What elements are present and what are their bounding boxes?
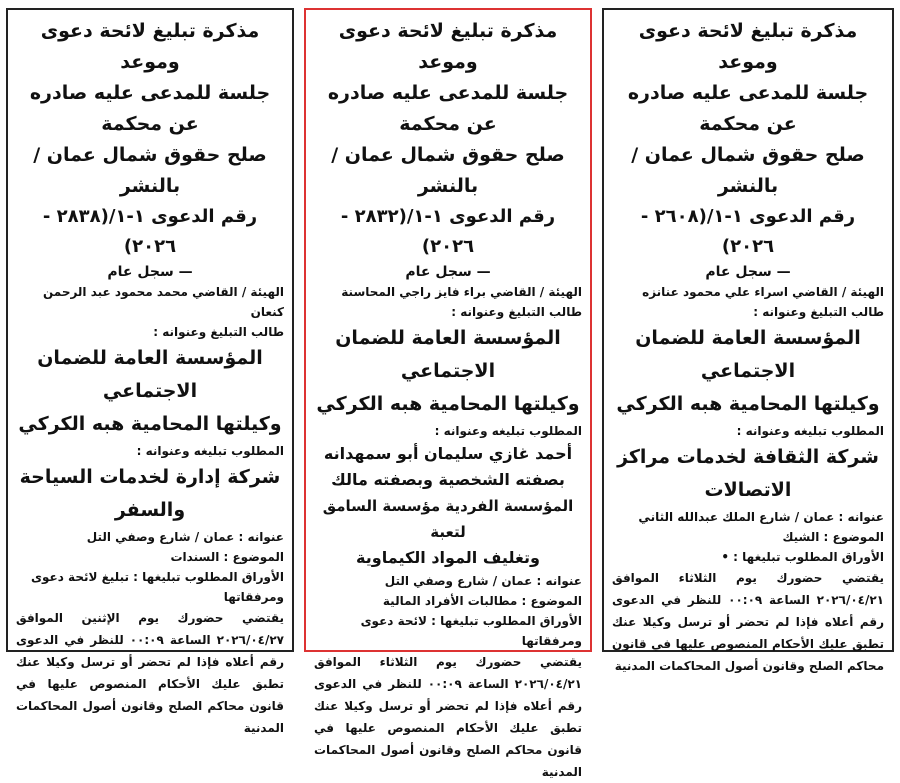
target-name: شركة إدارة لخدمات السياحة xyxy=(19,466,281,488)
requester-agent: وكيلتها المحامية هبه الكركي xyxy=(616,393,880,415)
register: — سجل عام xyxy=(405,264,491,280)
panel: الهيئة / القاضي براء فايز راجي المحاسنة xyxy=(341,285,582,299)
address: عنوانه : عمان / شارع وصفي التل xyxy=(384,574,582,588)
requester-name: المؤسسة العامة للضمان الاجتماعي xyxy=(335,327,561,382)
requester-agent: وكيلتها المحامية هبه الكركي xyxy=(316,393,580,415)
notice-body: يقتضي حضورك يوم الثلاثاء الموافق ٢٠٢٦/٠٤/٢١ الساعة ٠٠:٠٩ للنظر في الدعوى رقم أعلاه فإذا لم تحضر أو ترسل وكيلا عنك تطبق عليك الأحكام المنصوص عليها في قانون محاكم الصلح وقانون أصول المحاكمات المدنية xyxy=(314,655,582,779)
requester-label: طالب التبليغ وعنوانه : xyxy=(753,305,884,319)
requester-name: المؤسسة العامة للضمان الاجتماعي xyxy=(635,327,861,382)
target-name: أحمد غازي سليمان أبو سمهدانه xyxy=(323,444,573,463)
notice-title-line: مذكرة تبليغ لائحة دعوى وموعد xyxy=(338,20,558,73)
papers: الأوراق المطلوب تبليغها : • xyxy=(721,550,884,564)
address: عنوانه : عمان / شارع وصفي التل xyxy=(86,530,284,544)
notice-body: يقتضي حضورك يوم الثلاثاء الموافق ٢٠٢٦/٠٤/٢١ الساعة ٠٠:٠٩ للنظر في الدعوى رقم أعلاه فإذا لم تحضر أو ترسل وكيلا عنك تطبق عليك الأحكام المنصوص عليها في قانون محاكم الصلح وقانون أصول المحاكمات المدنية xyxy=(612,571,884,673)
register: — سجل عام xyxy=(107,264,193,280)
notice-body: يقتضي حضورك يوم الإثنين الموافق ٢٠٢٦/٠٤/٢٧ الساعة ٠٠:٠٩ للنظر في الدعوى رقم أعلاه فإذا لم تحضر أو ترسل وكيلا عنك تطبق عليك الأحكام المنصوص عليها في قانون محاكم الصلح وقانون أصول المحاكمات المدنية xyxy=(16,611,284,735)
target-name: والسفر xyxy=(114,499,186,521)
case-number: رقم الدعوى ١-١/(٢٨٣٢ - ٢٠٢٦) xyxy=(340,206,556,257)
subject: الموضوع : مطالبات الأفراد المالية xyxy=(382,594,582,608)
notice-title-line: صلح حقوق شمال عمان / بالنشر xyxy=(631,144,865,197)
requester-label: طالب التبليغ وعنوانه : xyxy=(153,325,284,339)
panel: الهيئة / القاضي اسراء علي محمود عنانزه xyxy=(642,285,884,299)
notice-middle xyxy=(304,8,592,779)
notice-title-line: صلح حقوق شمال عمان / بالنشر xyxy=(331,144,565,197)
case-number: رقم الدعوى ١-١/(٢٦٠٨ - ٢٠٢٦) xyxy=(640,206,856,257)
notice-title-line: جلسة للمدعى عليه صادره عن محكمة xyxy=(627,82,869,135)
subject: الموضوع : السندات xyxy=(170,550,284,564)
target-name: وتغليف المواد الكيماوية xyxy=(356,548,540,567)
target-name: المؤسسة الفردية مؤسسة السامق لتعبة xyxy=(322,497,574,541)
notice-right xyxy=(602,8,894,673)
notice-left xyxy=(6,8,294,735)
target-label: المطلوب تبليغه وعنوانه : xyxy=(434,424,582,438)
papers: الأوراق المطلوب تبليغها : تبليغ لائحة دعوى ومرفقاتها xyxy=(30,570,284,604)
case-number: رقم الدعوى ١-١/(٢٨٣٨ - ٢٠٢٦) xyxy=(42,206,258,257)
notice-title-line: مذكرة تبليغ لائحة دعوى وموعد xyxy=(638,20,858,73)
target-label: المطلوب تبليغه وعنوانه : xyxy=(136,444,284,458)
requester-label: طالب التبليغ وعنوانه : xyxy=(451,305,582,319)
target-label: المطلوب تبليغه وعنوانه : xyxy=(736,424,884,438)
notice-title-line: جلسة للمدعى عليه صادره عن محكمة xyxy=(29,82,271,135)
register: — سجل عام xyxy=(705,264,791,280)
target-name: بصفته الشخصية وبصفته مالك xyxy=(331,470,565,489)
notice-title-line: جلسة للمدعى عليه صادره عن محكمة xyxy=(327,82,569,135)
requester-name: المؤسسة العامة للضمان الاجتماعي xyxy=(37,347,263,402)
panel: الهيئة / القاضي محمد محمود عبد الرحمن كنعان xyxy=(42,285,284,319)
papers: الأوراق المطلوب تبليغها : لائحة دعوى ومرفقاتها xyxy=(360,614,582,648)
subject: الموضوع : الشيك xyxy=(782,530,884,544)
notice-title-line: صلح حقوق شمال عمان / بالنشر xyxy=(33,144,267,197)
notice-title-line: مذكرة تبليغ لائحة دعوى وموعد xyxy=(40,20,260,73)
target-name: شركة الثقافة لخدمات مراكز xyxy=(617,446,879,468)
requester-agent: وكيلتها المحامية هبه الكركي xyxy=(18,413,282,435)
address: عنوانه : عمان / شارع الملك عبدالله الثاني xyxy=(638,510,884,524)
target-name: الاتصالات xyxy=(704,479,792,501)
